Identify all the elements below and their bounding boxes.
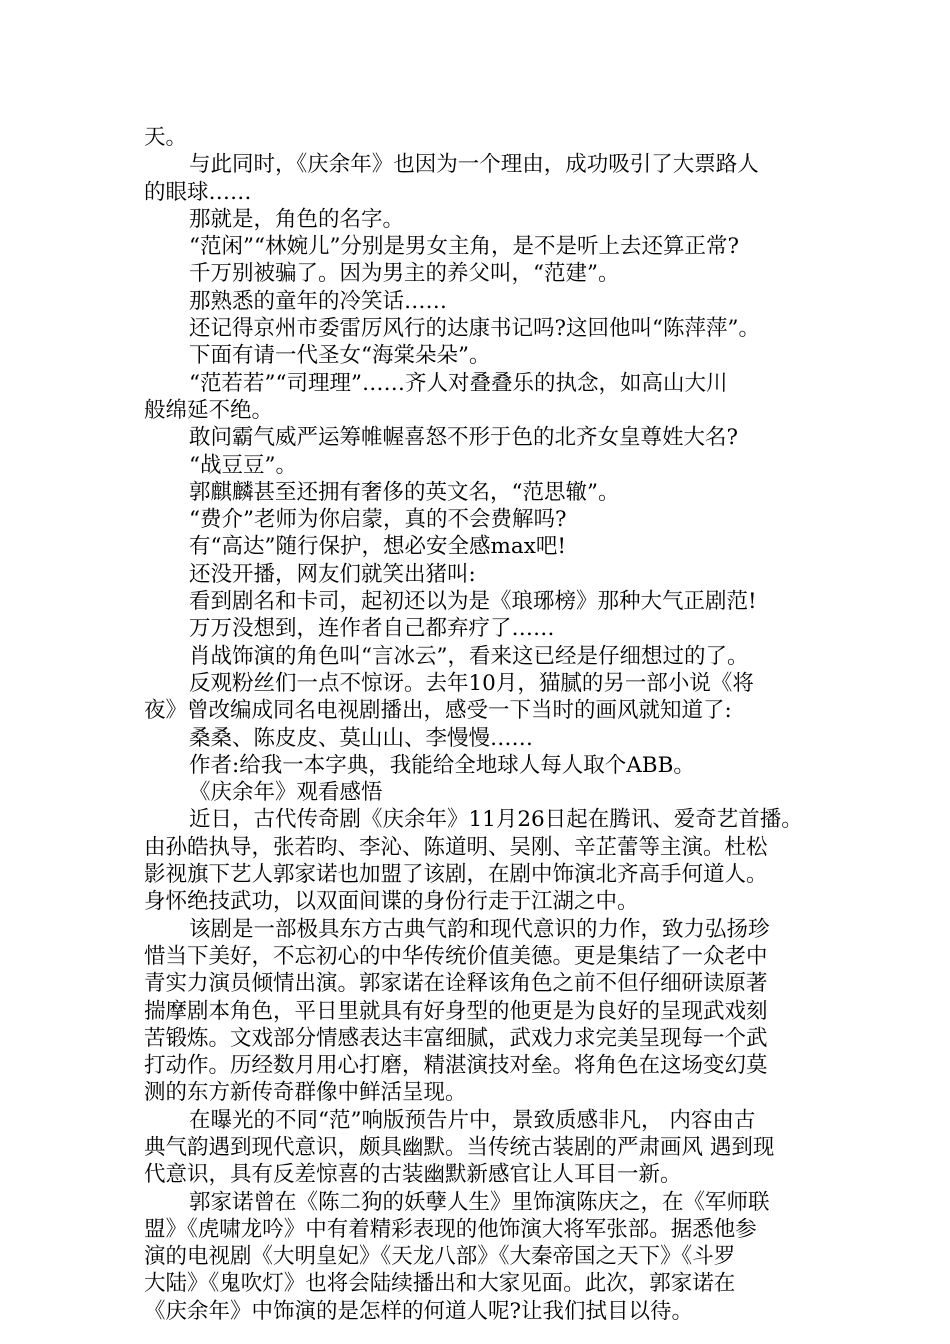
text-line: 大陆》《鬼吹灯》也将会陆续播出和大家见面。此次，郭家诺在 — [144, 1271, 736, 1297]
article-body — [144, 124, 824, 1325]
text-line: 有“高达”随行保护，想必安全感max吧! — [189, 534, 566, 560]
text-line: 万万没想到，连作者自己都弃疗了…… — [189, 616, 555, 642]
text-line: 在曝光的不同“范”响版预告片中，景致质感非凡， 内容由古 — [189, 1107, 756, 1133]
text-line: 下面有请一代圣女“海棠朵朵”。 — [189, 343, 491, 369]
text-line: 看到剧名和卡司，起初还以为是《琅琊榜》那种大气正剧范! — [189, 589, 757, 615]
text-line: 《庆余年》观看感悟 — [189, 780, 383, 806]
text-line: 该剧是一部极具东方古典气韵和现代意识的力作，致力弘扬珍 — [189, 916, 770, 942]
text-line: 测的东方新传奇群像中鲜活呈现。 — [144, 1080, 467, 1106]
text-line: 惜当下美好，不忘初心的中华传统价值美德。更是集结了一众老中 — [144, 943, 768, 969]
text-line: 盟》《虎啸龙吟》中有着精彩表现的他饰演大将军张部。据悉他参 — [144, 1216, 757, 1242]
text-line: 天。 — [144, 125, 188, 150]
text-line: 《庆余年》中饰演的是怎样的何道人呢?让我们拭目以待。 — [144, 1298, 694, 1324]
text-line: 反观粉丝们一点不惊讶。去年10月，猫腻的另一部小说《将 — [189, 670, 754, 696]
text-line: 那熟悉的童年的冷笑话…… — [189, 288, 448, 314]
text-line: 典气韵遇到现代意识，颇具幽默。当传统古装剧的严肃画风 遇到现 — [144, 1134, 775, 1160]
text-line: 苦锻炼。文戏部分情感表达丰富细腻，武戏力求完美呈现每一个武 — [144, 1025, 768, 1051]
text-line: 打动作。历经数月用心打磨，精湛演技对垒。将角色在这场变幻莫 — [144, 1053, 768, 1079]
text-line: “费介”老师为你启蒙，真的不会费解吗? — [189, 507, 567, 533]
text-line: “战豆豆”。 — [189, 452, 297, 478]
text-line: 肖战饰演的角色叫“言冰云”，看来这已经是仔细想过的了。 — [189, 643, 749, 669]
text-line: 敢问霸气威严运筹帷幄喜怒不形于色的北齐女皇尊姓大名? — [189, 425, 739, 451]
text-line: 般绵延不绝。 — [144, 397, 274, 423]
text-line: “范若若”“司理理”……齐人对叠叠乐的执念，如高山大川 — [189, 370, 728, 396]
text-line: 作者:给我一本字典，我能给全地球人每人取个ABB。 — [189, 752, 695, 778]
text-line: 揣摩剧本角色，平日里就具有好身型的他更是为良好的呈现武戏刻 — [144, 998, 768, 1024]
text-line: 还记得京州市委雷厉风行的达康书记吗?这回他叫“陈萍萍”。 — [189, 316, 761, 342]
text-line: 由孙皓执导，张若昀、李沁、陈道明、吴刚、辛芷蕾等主演。杜松 — [144, 834, 768, 860]
text-line: 夜》曾改编成同名电视剧播出，感受一下当时的画风就知道了: — [144, 698, 732, 724]
text-line: “范闲”“林婉儿”分别是男女主角，是不是听上去还算正常? — [189, 234, 739, 260]
text-line: 还没开播，网友们就笑出猪叫: — [189, 561, 476, 587]
text-line: 演的电视剧《大明皇妃》《天龙八部》《大秦帝国之天下》《斗罗 — [144, 1244, 736, 1270]
text-line: 身怀绝技武功，以双面间谍的身份行走于江湖之中。 — [144, 889, 639, 915]
text-line: 千万别被骗了。因为男主的养父叫，“范建”。 — [189, 261, 620, 287]
text-line: 近日，古代传奇剧《庆余年》11月26日起在腾讯、爱奇艺首播。 — [189, 807, 803, 833]
text-line: 与此同时，《庆余年》也因为一个理由，成功吸引了大票路人 — [189, 152, 759, 178]
text-line: 桑桑、陈皮皮、莫山山、李慢慢…… — [189, 725, 534, 751]
text-line: 的眼球…… — [144, 179, 252, 205]
text-line: 影视旗下艺人郭家诺也加盟了该剧，在剧中饰演北齐高手何道人。 — [144, 862, 768, 888]
text-line: 郭家诺曾在《陈二狗的妖孽人生》里饰演陈庆之，在《军师联 — [189, 1189, 770, 1215]
text-line: 那就是，角色的名字。 — [189, 206, 405, 232]
text-line: 青实力演员倾情出演。郭家诺在诠释该角色之前不但仔细研读原著 — [144, 971, 768, 997]
text-line: 郭麒麟甚至还拥有奢侈的英文名，“范思辙”。 — [189, 479, 620, 505]
text-line: 代意识，具有反差惊喜的古装幽默新感官让人耳目一新。 — [144, 1162, 682, 1188]
